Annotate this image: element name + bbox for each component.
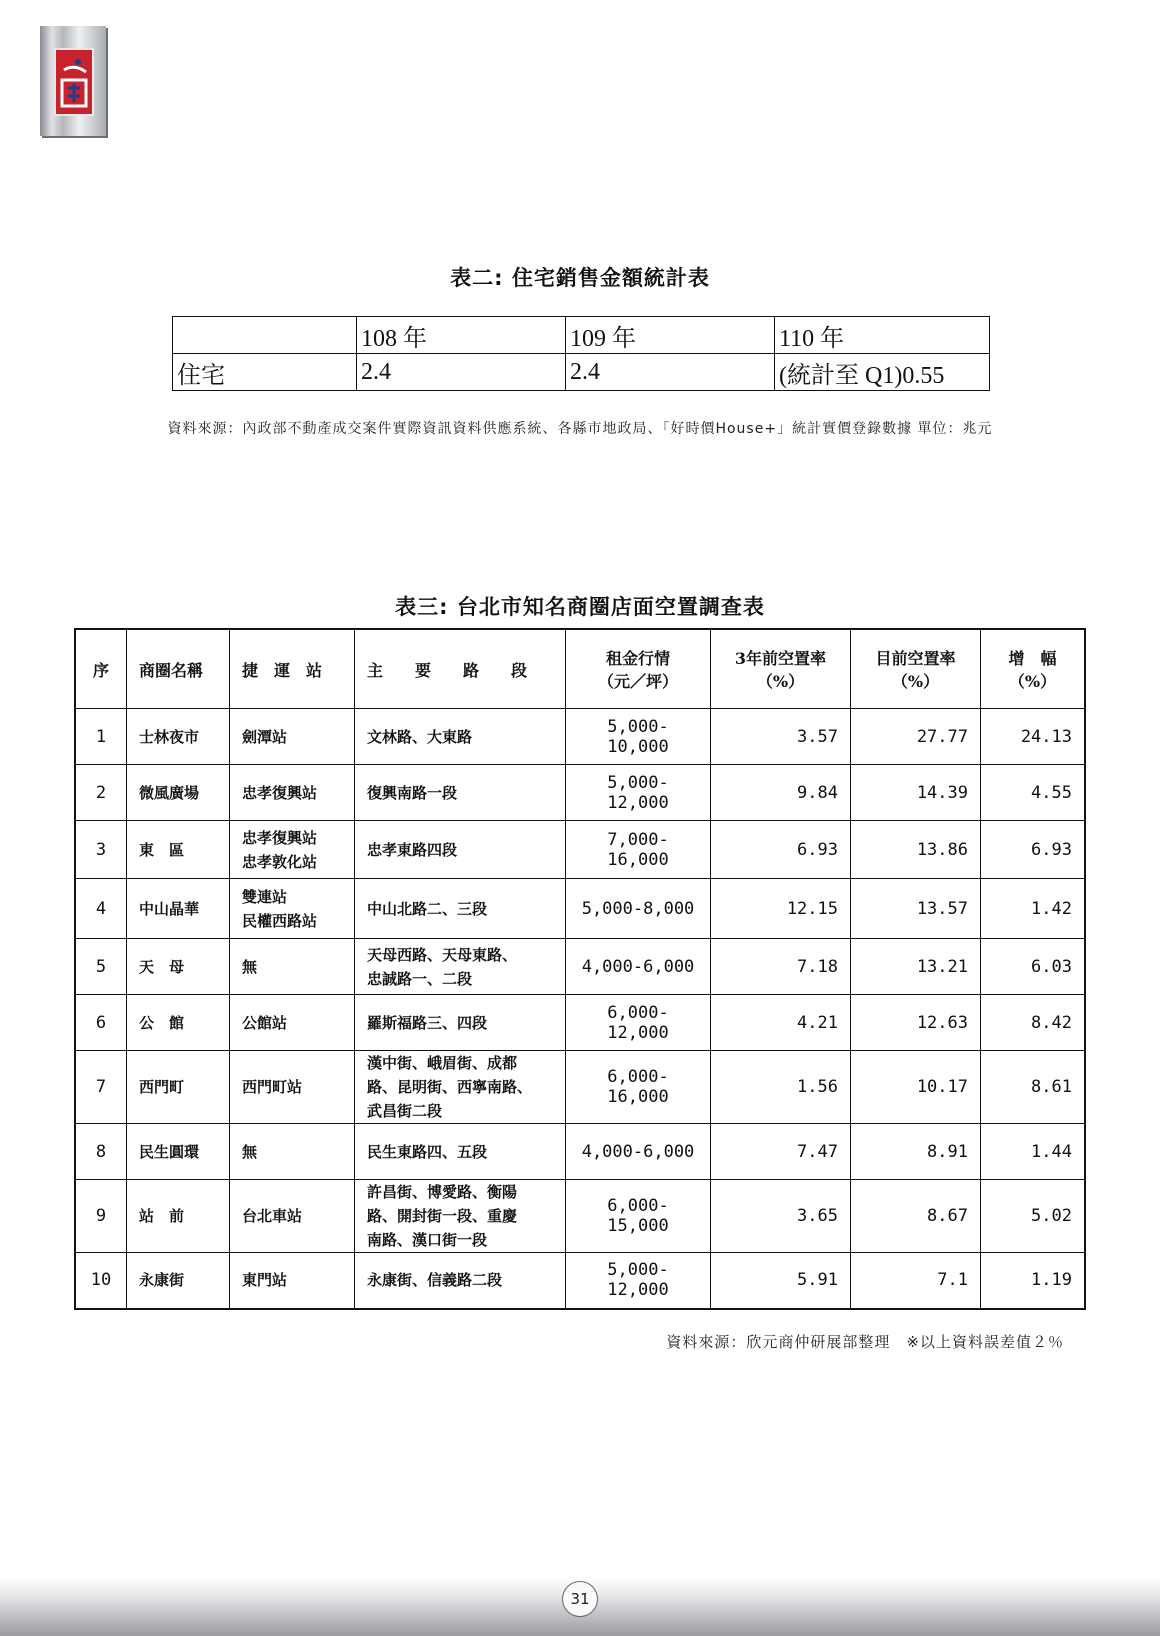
cell-prev-vacancy: 6.93 (711, 821, 851, 879)
cell-district-name: 永康街 (127, 1253, 230, 1309)
cell-prev-vacancy: 3.65 (711, 1180, 851, 1253)
table-cell: 住宅 (173, 354, 357, 391)
cell-no: 6 (75, 995, 127, 1051)
table-cell: 109 年 (566, 317, 775, 354)
cell-mrt-station (230, 709, 355, 765)
cell-mrt-station-line: 公館站 (242, 1013, 288, 1032)
cell-main-road-line: 許昌街、博愛路、衡陽 (367, 1183, 518, 1201)
header-increase (981, 629, 1086, 709)
table-row (75, 821, 1085, 879)
cell-curr-vacancy: 10.17 (851, 1051, 981, 1124)
table-row (75, 1124, 1085, 1180)
cell-mrt-station-line: 民權西路站 (242, 911, 318, 930)
cell-curr-vacancy: 8.91 (851, 1124, 981, 1180)
logo-emblem-icon (54, 48, 94, 116)
table-row (75, 879, 1085, 939)
cell-main-road (355, 879, 566, 939)
cell-increase: 8.42 (981, 995, 1086, 1051)
cell-district-name: 站 前 (127, 1180, 230, 1253)
cell-curr-vacancy: 27.77 (851, 709, 981, 765)
cell-main-road-line: 武昌街二段 (367, 1102, 443, 1120)
table3-title: 表三: 台北市知名商圈店面空置調查表 (395, 595, 765, 619)
cell-rent: 4,000-6,000 (566, 1124, 711, 1180)
cell-no: 8 (75, 1124, 127, 1180)
cell-mrt-station-line: 西門町站 (242, 1078, 303, 1096)
cell-main-road-line: 南路、漢口街一段 (367, 1231, 488, 1249)
cell-mrt-station (230, 879, 355, 939)
cell-mrt-station (230, 995, 355, 1051)
cell-increase: 24.13 (981, 709, 1086, 765)
header-rent-line1: 租金行情 (605, 649, 670, 668)
table-cell: 110 年 (775, 317, 990, 354)
page-number: 31 (562, 1581, 598, 1617)
cell-rent: 4,000-6,000 (566, 939, 711, 995)
company-logo (40, 26, 106, 136)
header-rent-line2: （元／坪） (597, 672, 678, 691)
table-row (173, 354, 990, 391)
header-prev-line1: 3年前空置率 (734, 649, 827, 668)
cell-main-road-line: 路、開封街一段、重慶 (367, 1207, 518, 1225)
cell-prev-vacancy: 12.15 (711, 879, 851, 939)
cell-no: 10 (75, 1253, 127, 1309)
cell-curr-vacancy: 12.63 (851, 995, 981, 1051)
header-rent (566, 629, 711, 709)
cell-no: 1 (75, 709, 127, 765)
table2-title: 表二: 住宅銷售金額統計表 (450, 266, 710, 290)
table-header-row (173, 317, 990, 354)
table-row (75, 1253, 1085, 1309)
cell-rent: 5,000-12,000 (566, 765, 711, 821)
cell-curr-vacancy: 8.67 (851, 1180, 981, 1253)
cell-rent: 5,000-8,000 (566, 879, 711, 939)
cell-rent: 5,000-10,000 (566, 709, 711, 765)
cell-mrt-station (230, 765, 355, 821)
cell-prev-vacancy: 1.56 (711, 1051, 851, 1124)
table-cell: 2.4 (357, 354, 566, 391)
cell-district-name: 民生圓環 (127, 1124, 230, 1180)
header-mrt-station: 捷 運 站 (230, 629, 355, 709)
cell-prev-vacancy: 7.18 (711, 939, 851, 995)
cell-mrt-station (230, 1124, 355, 1180)
cell-mrt-station-line: 忠孝復興站 (242, 828, 318, 847)
cell-increase: 5.02 (981, 1180, 1086, 1253)
cell-rent: 6,000-16,000 (566, 1051, 711, 1124)
residential-sales-table (172, 316, 990, 391)
cell-mrt-station-line: 無 (242, 1142, 258, 1161)
cell-rent: 6,000-12,000 (566, 995, 711, 1051)
cell-district-name: 東 區 (127, 821, 230, 879)
cell-district-name: 天 母 (127, 939, 230, 995)
cell-main-road-line: 忠誠路一、二段 (367, 969, 473, 988)
table-cell (173, 317, 357, 354)
cell-no: 4 (75, 879, 127, 939)
cell-curr-vacancy: 7.1 (851, 1253, 981, 1309)
cell-main-road (355, 1124, 566, 1180)
cell-prev-vacancy: 4.21 (711, 995, 851, 1051)
cell-no: 5 (75, 939, 127, 995)
cell-mrt-station (230, 1180, 355, 1253)
cell-mrt-station-line: 台北車站 (242, 1207, 303, 1225)
header-prev-line2: （%） (756, 672, 805, 691)
cell-mrt-station-line: 無 (242, 957, 258, 976)
table-cell: 108 年 (357, 317, 566, 354)
cell-curr-vacancy: 13.21 (851, 939, 981, 995)
cell-mrt-station (230, 821, 355, 879)
header-main-road: 主 要 路 段 (355, 629, 566, 709)
cell-main-road (355, 1253, 566, 1309)
header-inc-line1: 增 幅 (1008, 649, 1057, 668)
cell-no: 2 (75, 765, 127, 821)
header-curr-line1: 目前空置率 (875, 649, 956, 668)
cell-main-road (355, 995, 566, 1051)
cell-main-road (355, 1051, 566, 1124)
cell-mrt-station (230, 939, 355, 995)
table-cell: 2.4 (566, 354, 775, 391)
cell-increase: 6.93 (981, 821, 1086, 879)
cell-main-road-line: 民生東路四、五段 (367, 1142, 488, 1161)
header-curr-vacancy (851, 629, 981, 709)
cell-no: 3 (75, 821, 127, 879)
header-prev-vacancy (711, 629, 851, 709)
cell-prev-vacancy: 5.91 (711, 1253, 851, 1309)
vacancy-survey-table (74, 628, 1086, 1310)
cell-mrt-station (230, 1051, 355, 1124)
cell-district-name: 西門町 (127, 1051, 230, 1124)
table-row (75, 1180, 1085, 1253)
cell-increase: 1.44 (981, 1124, 1086, 1180)
header-no: 序 (75, 629, 127, 709)
table-row (75, 1051, 1085, 1124)
cell-rent: 5,000-12,000 (566, 1253, 711, 1309)
cell-curr-vacancy: 13.86 (851, 821, 981, 879)
header-inc-line2: （%） (1008, 672, 1057, 691)
cell-district-name: 微風廣場 (127, 765, 230, 821)
cell-main-road-line: 永康街、信義路二段 (367, 1271, 503, 1290)
cell-main-road-line: 中山北路二、三段 (367, 899, 488, 918)
cell-increase: 6.03 (981, 939, 1086, 995)
cell-main-road-line: 羅斯福路三、四段 (367, 1013, 488, 1032)
cell-increase: 4.55 (981, 765, 1086, 821)
cell-main-road-line: 復興南路一段 (367, 783, 458, 802)
cell-increase: 1.42 (981, 879, 1086, 939)
table-cell: (統計至 Q1)0.55 (775, 354, 990, 391)
cell-mrt-station-line: 雙連站 (242, 887, 288, 906)
cell-district-name: 公 館 (127, 995, 230, 1051)
cell-mrt-station (230, 1253, 355, 1309)
cell-main-road (355, 939, 566, 995)
cell-prev-vacancy: 3.57 (711, 709, 851, 765)
table3-source-note: 資料來源：欣元商仲研展部整理 ※以上資料誤差值２％ (666, 1333, 1064, 1351)
cell-no: 7 (75, 1051, 127, 1124)
header-curr-line2: （%） (891, 672, 940, 691)
cell-mrt-station-line: 忠孝復興站 (242, 783, 318, 802)
cell-main-road-line: 漢中街、峨眉街、成都 (367, 1054, 518, 1072)
cell-main-road (355, 1180, 566, 1253)
cell-no: 9 (75, 1180, 127, 1253)
header-district-name: 商圈名稱 (127, 629, 230, 709)
cell-main-road-line: 路、昆明街、西寧南路、 (367, 1078, 533, 1096)
table2-source-note: 資料來源：內政部不動產成交案件實際資訊資料供應系統、各縣市地政局、「好時價House+」統計實價登錄數據 單位：兆元 (167, 421, 993, 437)
cell-rent: 6,000-15,000 (566, 1180, 711, 1253)
cell-curr-vacancy: 13.57 (851, 879, 981, 939)
cell-main-road (355, 709, 566, 765)
cell-district-name: 士林夜市 (127, 709, 230, 765)
cell-mrt-station-line: 東門站 (242, 1271, 288, 1290)
table-row (75, 939, 1085, 995)
table-header-row (75, 629, 1085, 709)
table-row (75, 709, 1085, 765)
table-row (75, 765, 1085, 821)
cell-main-road (355, 821, 566, 879)
cell-increase: 1.19 (981, 1253, 1086, 1309)
cell-increase: 8.61 (981, 1051, 1086, 1124)
cell-main-road-line: 天母西路、天母東路、 (367, 945, 518, 964)
cell-mrt-station-line: 忠孝敦化站 (242, 852, 318, 871)
cell-district-name: 中山晶華 (127, 879, 230, 939)
table-row (75, 995, 1085, 1051)
cell-prev-vacancy: 9.84 (711, 765, 851, 821)
cell-main-road-line: 文林路、大東路 (367, 727, 473, 746)
cell-curr-vacancy: 14.39 (851, 765, 981, 821)
cell-prev-vacancy: 7.47 (711, 1124, 851, 1180)
cell-mrt-station-line: 劍潭站 (242, 727, 288, 746)
cell-main-road (355, 765, 566, 821)
cell-rent: 7,000-16,000 (566, 821, 711, 879)
cell-main-road-line: 忠孝東路四段 (367, 840, 458, 859)
